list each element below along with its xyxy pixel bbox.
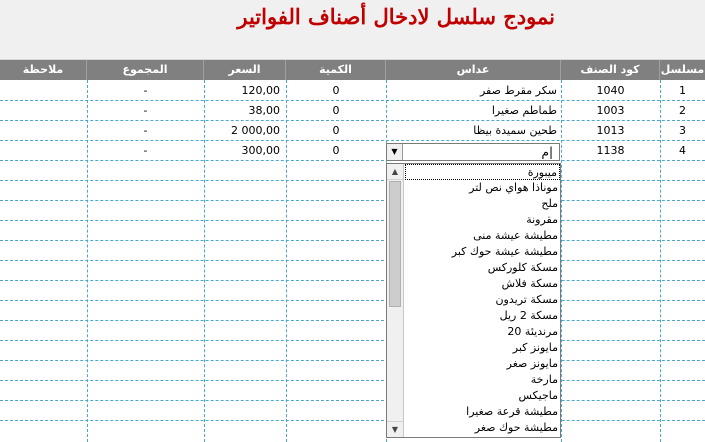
grid-line [0,260,705,261]
dropdown-option[interactable]: موناذا هواي نص لتر [469,181,558,194]
grid-line [0,360,705,361]
title-bar [0,0,705,60]
invoice-grid [0,60,705,442]
serial-cell[interactable]: 1 [679,84,686,97]
header-price[interactable]: السعر [204,60,286,80]
item-cell[interactable]: طماطم صغيرا [491,104,557,117]
scroll-thumb[interactable] [389,181,401,307]
item-dropdown-cell[interactable] [386,143,560,161]
grid-line [0,200,705,201]
qty-cell[interactable]: 0 [332,144,340,157]
serial-cell[interactable]: 4 [679,144,686,157]
total-cell[interactable]: - [143,104,148,117]
header-code[interactable]: كود الصنف [561,60,660,80]
header-total[interactable]: المجموع [87,60,204,80]
grid-line [0,300,705,301]
header-item[interactable]: عداس [386,60,561,80]
dropdown-option[interactable]: مسكة كلوركس [487,261,558,274]
total-cell[interactable]: - [143,144,148,157]
dropdown-option[interactable]: مايونز صغر [506,357,558,370]
dropdown-option[interactable]: ميبورة [405,164,560,180]
grid-line [0,420,705,421]
dropdown-option[interactable]: مطيشة عيشة منى [473,229,558,242]
grid-line [0,160,705,161]
price-cell[interactable]: 38,00 [248,104,280,117]
total-cell[interactable]: - [143,124,148,137]
qty-cell[interactable]: 0 [332,104,340,117]
scroll-up-icon[interactable]: ▲ [387,164,403,180]
scroll-down-icon[interactable]: ▼ [387,421,403,437]
dropdown-scrollbar[interactable] [387,164,404,437]
grid-line [0,400,705,401]
grid-line [0,340,705,341]
item-cell[interactable]: طحين سميدة بيظا [473,124,557,137]
header-note[interactable]: ملاحظة [0,60,87,80]
dropdown-option[interactable]: مايونز كبر [512,341,558,354]
code-cell[interactable]: 1040 [596,84,625,97]
item-cell[interactable]: سكر مقرط صفر [479,84,557,97]
dropdown-option[interactable]: مسكة فلاش [501,277,558,290]
grid-line [0,220,705,221]
grid-line [0,280,705,281]
item-dropdown-list[interactable] [386,163,561,438]
qty-cell[interactable]: 0 [332,84,340,97]
grid-line [0,320,705,321]
grid-line [0,180,705,181]
code-cell[interactable]: 1138 [596,144,625,157]
dropdown-option[interactable]: مطيشة حوك صغر [474,421,558,434]
price-cell[interactable]: 120,00 [241,84,280,97]
header-serial[interactable]: مسلسل [660,60,705,80]
dropdown-arrow-button[interactable]: ▼ [387,144,403,160]
sheet-title: نمودج سلسل لادخال أصناف الفواتير [237,4,555,29]
serial-cell[interactable]: 2 [679,104,686,117]
code-cell[interactable]: 1013 [596,124,625,137]
total-cell[interactable]: - [143,84,148,97]
dropdown-option[interactable]: مقرونة [526,213,558,226]
grid-line [0,380,705,381]
dropdown-option[interactable]: مطيشة عيشة حوك كبر [451,245,558,258]
code-cell[interactable]: 1003 [596,104,625,117]
dropdown-option[interactable]: مطيشة قرعة صغيرا [466,405,558,418]
qty-cell[interactable]: 0 [332,124,340,137]
dropdown-option[interactable]: مسكة 2 ريل [499,309,558,322]
price-cell[interactable]: 300,00 [241,144,280,157]
price-cell[interactable]: 2 000,00 [231,124,280,137]
grid-line [0,240,705,241]
dropdown-option[interactable]: مرنديئة 20 [507,325,558,338]
dropdown-option[interactable]: ملح [541,197,558,210]
serial-cell[interactable]: 3 [679,124,686,137]
header-qty[interactable]: الكمية [286,60,386,80]
item-input-value[interactable]: م| [541,145,553,159]
dropdown-option[interactable]: مسكة تريدون [495,293,558,306]
dropdown-option[interactable]: مارخة [530,373,558,386]
dropdown-option[interactable]: ماجيكس [518,389,558,402]
